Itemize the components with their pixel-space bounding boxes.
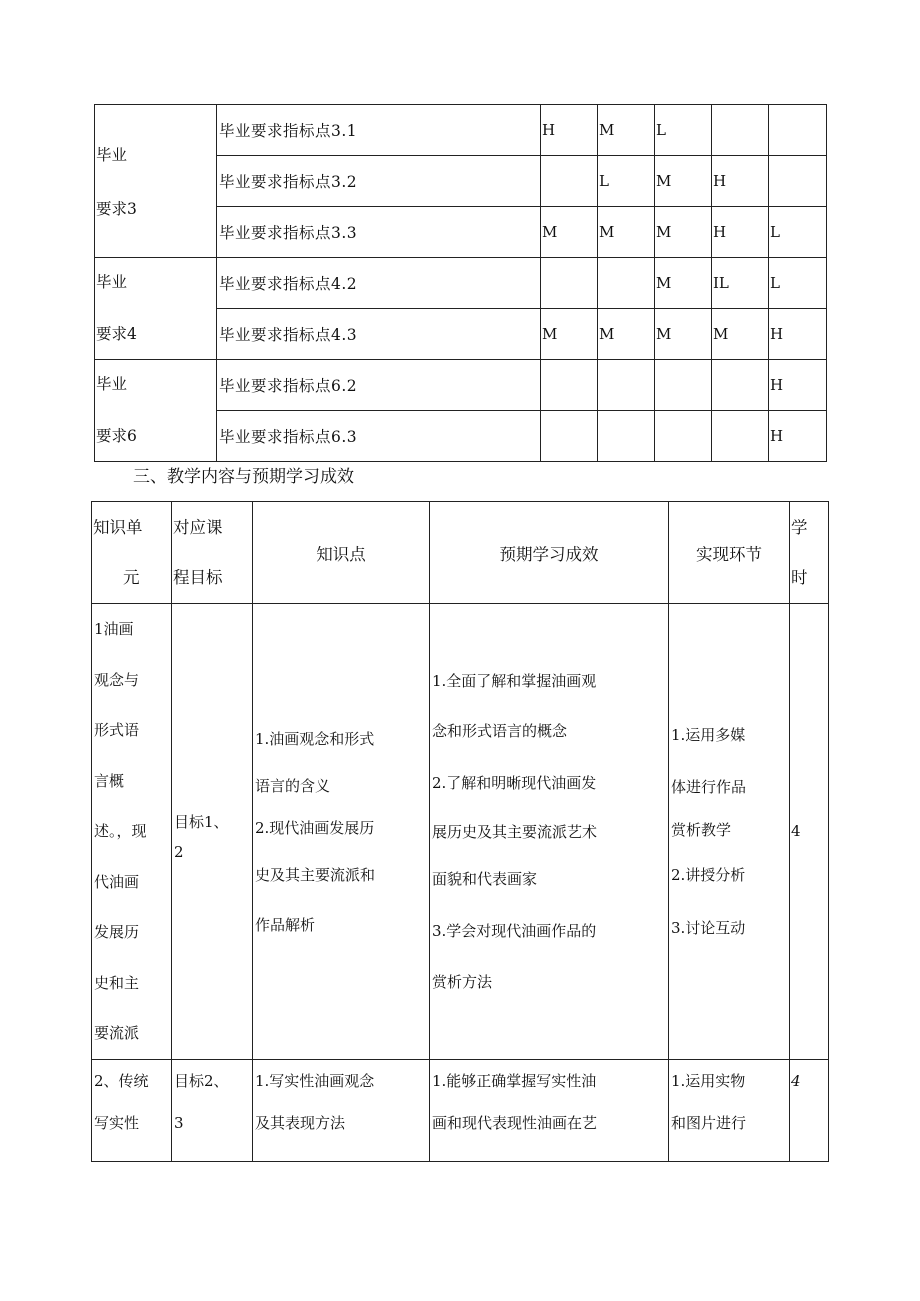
rating-cell: L bbox=[769, 207, 827, 258]
goal-cell: 目标2、 3 bbox=[172, 1059, 253, 1161]
rating-cell bbox=[655, 411, 712, 462]
rating-cell: H bbox=[769, 360, 827, 411]
rating-cell bbox=[541, 411, 598, 462]
rating-cell bbox=[712, 411, 769, 462]
rating-cell bbox=[712, 105, 769, 156]
rating-cell: M bbox=[598, 309, 655, 360]
rating-cell: M bbox=[598, 207, 655, 258]
course-content-table bbox=[91, 501, 829, 1162]
unit-cell: 2、传统 写实性 bbox=[92, 1059, 172, 1161]
requirement-group-label: 毕业 要求6 bbox=[95, 360, 217, 462]
hours-cell: 4 bbox=[790, 604, 829, 1060]
indicator-cell: 毕业要求指标点3.1 bbox=[217, 105, 541, 156]
indicator-cell: 毕业要求指标点4.3 bbox=[217, 309, 541, 360]
table-row bbox=[92, 604, 829, 1060]
requirement-group-label: 毕业 要求4 bbox=[95, 258, 217, 360]
section-heading: 三、教学内容与预期学习成效 bbox=[133, 467, 354, 487]
rating-cell bbox=[598, 411, 655, 462]
rating-cell: M bbox=[655, 258, 712, 309]
header-unit: 知识单 元 bbox=[92, 502, 172, 604]
points-cell: 1.写实性油画观念 及其表现方法 bbox=[253, 1059, 430, 1161]
rating-cell bbox=[655, 360, 712, 411]
outcomes-cell: 1.能够正确掌握写实性油 画和现代表现性油画在艺 bbox=[430, 1059, 669, 1161]
rating-cell: M bbox=[655, 207, 712, 258]
rating-cell: L bbox=[598, 156, 655, 207]
indicator-cell: 毕业要求指标点6.2 bbox=[217, 360, 541, 411]
rating-cell bbox=[712, 360, 769, 411]
rating-cell bbox=[598, 360, 655, 411]
table-row bbox=[92, 1059, 829, 1161]
indicator-cell: 毕业要求指标点4.2 bbox=[217, 258, 541, 309]
rating-cell bbox=[769, 156, 827, 207]
indicator-cell: 毕业要求指标点3.3 bbox=[217, 207, 541, 258]
rating-cell: H bbox=[769, 309, 827, 360]
matrix-row bbox=[95, 258, 827, 309]
graduation-requirement-matrix bbox=[94, 104, 827, 462]
header-hours: 学 时 bbox=[790, 502, 829, 604]
rating-cell bbox=[598, 258, 655, 309]
header-points: 知识点 bbox=[253, 502, 430, 604]
rating-cell: M bbox=[655, 156, 712, 207]
hours-cell: 4 bbox=[790, 1059, 829, 1161]
rating-cell bbox=[541, 156, 598, 207]
methods-cell: 1.运用实物 和图片进行 bbox=[669, 1059, 790, 1161]
rating-cell: H bbox=[712, 207, 769, 258]
header-outcomes: 预期学习成效 bbox=[430, 502, 669, 604]
header-goal: 对应课 程目标 bbox=[172, 502, 253, 604]
goal-cell: 目标1、 2 bbox=[172, 604, 253, 1060]
rating-cell: H bbox=[541, 105, 598, 156]
methods-cell: 1.运用多媒 体进行作品 赏析教学 2.讲授分析 3.讨论互动 bbox=[669, 604, 790, 1060]
rating-cell: M bbox=[655, 309, 712, 360]
header-methods: 实现环节 bbox=[669, 502, 790, 604]
rating-cell: H bbox=[769, 411, 827, 462]
rating-cell bbox=[541, 360, 598, 411]
rating-cell: M bbox=[712, 309, 769, 360]
indicator-cell: 毕业要求指标点3.2 bbox=[217, 156, 541, 207]
rating-cell bbox=[541, 258, 598, 309]
matrix-row bbox=[95, 105, 827, 156]
points-cell: 1.油画观念和形式 语言的含义 2.现代油画发展历 史及其主要流派和 作品解析 bbox=[253, 604, 430, 1060]
unit-cell: 1油画 观念与 形式语 言概 述。，现 代油画 发展历 史和主 要流派 bbox=[92, 604, 172, 1060]
rating-cell: IL bbox=[712, 258, 769, 309]
rating-cell: H bbox=[712, 156, 769, 207]
outcomes-cell: 1.全面了解和掌握油画观 念和形式语言的概念 2.了解和明晰现代油画发 展历史及其主要流派艺术 面貌和代表画家 3.学会对现代油画作品的 赏析方法 bbox=[430, 604, 669, 1060]
rating-cell: L bbox=[769, 258, 827, 309]
requirement-group-label: 毕业 要求3 bbox=[95, 105, 217, 258]
rating-cell: M bbox=[598, 105, 655, 156]
rating-cell: M bbox=[541, 207, 598, 258]
indicator-cell: 毕业要求指标点6.3 bbox=[217, 411, 541, 462]
matrix-row bbox=[95, 360, 827, 411]
header-row bbox=[92, 502, 829, 604]
rating-cell: M bbox=[541, 309, 598, 360]
rating-cell bbox=[769, 105, 827, 156]
rating-cell: L bbox=[655, 105, 712, 156]
